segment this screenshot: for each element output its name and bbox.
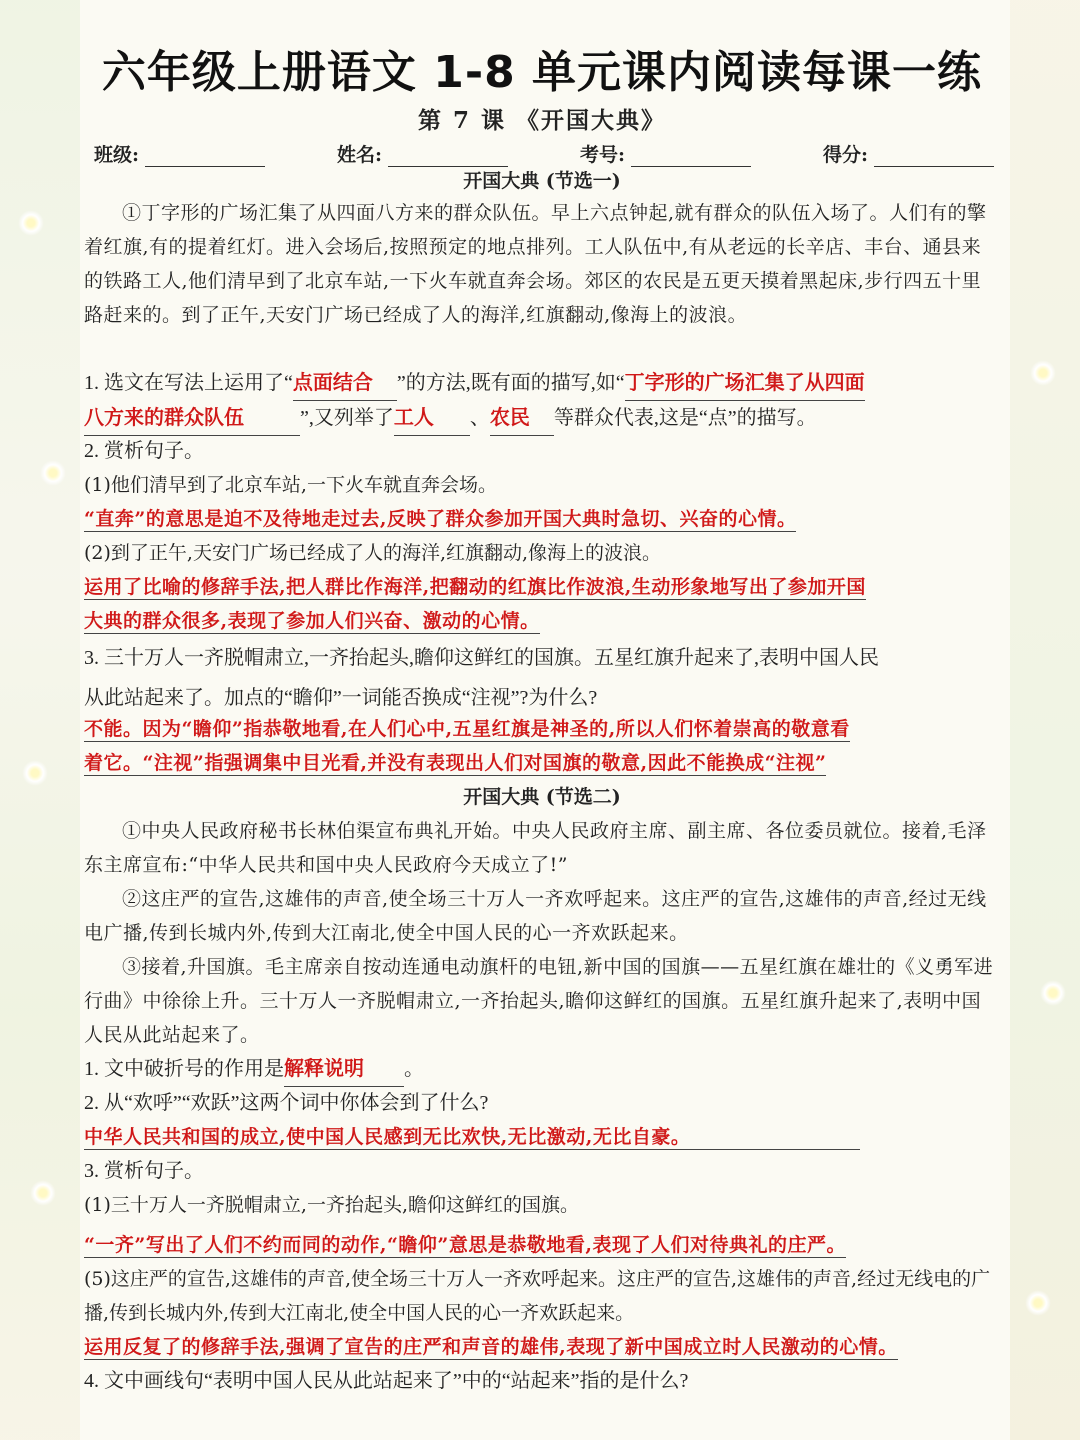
s2-q2-answer: [84, 1120, 1000, 1154]
score-label: 得分:: [822, 144, 868, 166]
q-text: 1. 文中破折号的作用是: [84, 1058, 284, 1080]
flower-icon: [1025, 1290, 1051, 1316]
section2-title: 开国大典 (节选二): [463, 786, 621, 808]
name-field: [337, 140, 508, 167]
student-info-row: [94, 140, 994, 167]
q3-text: 3. 三十万人一齐脱帽肃立,一齐抬起头,瞻仰这鲜红的国旗。五星红旗升起来了,表明中国人民: [84, 647, 879, 669]
section2-para3: ③接着,升国旗。毛主席亲自按动连通电动旗杆的电钮,新中国的国旗——五星红旗在雄壮的《义勇军进行曲》中徐徐上升。三十万人一齐脱帽肃立,一齐抬起头,瞻仰这鲜红的国旗。五星红旗升起来了,表明中国人民从此站起来了。: [84, 956, 994, 1046]
answer-text: 着它。“注视”指强调集中目光看,并没有表现出人们对国旗的敬意,因此不能换成“注视”: [84, 752, 827, 774]
s2-question4: 4. 文中画线句“表明中国人民从此站起来了”中的“站起来”指的是什么?: [84, 1370, 689, 1392]
class-field: [94, 140, 265, 167]
q1-answer-farmer: 农民: [490, 401, 554, 436]
q1-text: 、: [469, 407, 490, 429]
s2-q3-answer5: [84, 1330, 1000, 1364]
q3-text: 从此站起来了。加点的“瞻仰”一词能否换成“注视”?为什么?: [84, 687, 598, 709]
answer-text: 运用了比喻的修辞手法,把人群比作海洋,把翻动的红旗比作波浪,生动形象地写出了参加开国: [84, 576, 866, 598]
answer-text: 大典的群众很多,表现了参加人们兴奋、激动的心情。: [84, 610, 540, 632]
flower-icon: [30, 1180, 56, 1206]
name-blank[interactable]: [388, 146, 508, 167]
q1-answer-face: 丁字形的广场汇集了从四面: [625, 366, 865, 401]
exam-blank[interactable]: [631, 146, 751, 167]
name-label: 姓名:: [336, 144, 382, 166]
lesson-title: 第 7 课 《开国大典》: [417, 107, 667, 134]
section1-title: 开国大典 (节选一): [463, 170, 621, 192]
exam-number-field: [580, 140, 751, 167]
s2-question2: 2. 从“欢呼”“欢跃”这两个词中你体会到了什么?: [84, 1092, 489, 1114]
s1-q2-answer1: [84, 502, 1000, 536]
q1-answer-face-cont: 八方来的群众队伍: [84, 401, 300, 436]
answer-text: 运用反复了的修辞手法,强调了宣告的庄严和声音的雄伟,表现了新中国成立时人民激动的心情。: [84, 1336, 898, 1358]
q1-text: ”,又列举了: [300, 407, 394, 429]
s1-q2-sentence1: (1)他们清早到了北京车站,一下火车就直奔会场。: [84, 474, 497, 496]
page-title: 六年级上册语文 1-8 单元课内阅读每课一练: [101, 47, 983, 98]
flower-icon: [18, 210, 44, 236]
q1-text: 等群众代表,这是“点”的描写。: [553, 407, 817, 429]
answer-text: “一齐”写出了人们不约而同的动作,“瞻仰”意思是恭敬地看,表现了人们对待典礼的庄严。: [84, 1234, 846, 1256]
flower-icon: [22, 760, 48, 786]
answer-text: “直奔”的意思是迫不及待地走过去,反映了群众参加开国大典时急切、兴奋的心情。: [84, 508, 797, 530]
flower-icon: [1040, 980, 1066, 1006]
q1-text: ”的方法,既有面的描写,如“: [396, 372, 625, 394]
section2-para2: ②这庄严的宣告,这雄伟的声音,使全场三十万人一齐欢呼起来。这庄严的宣告,这雄伟的声音,经过无线电广播,传到长城内外,传到大江南北,使全中国人民的心一齐欢跃起来。: [84, 888, 987, 944]
s1-question1: [84, 366, 1000, 436]
section1-passage: ①丁字形的广场汇集了从四面八方来的群众队伍。早上六点钟起,就有群众的队伍入场了。人们有的擎着红旗,有的提着红灯。进入会场后,按照预定的地点排列。工人队伍中,有从老远的长辛店、丰台、通县来的铁路工人,他们清早到了北京车站,一下火车就直奔会场。郊区的农民是五更天摸着黑起床,步行四五十里路赶来的。到了正午,天安门广场已经成了人的海洋,红旗翻动,像海上的波浪。: [84, 202, 987, 326]
q1-answer-method: 点面结合: [293, 366, 397, 401]
q1-text: 1. 选文在写法上运用了“: [84, 372, 293, 394]
s1-question2: 2. 赏析句子。: [84, 440, 204, 462]
exam-label: 考号:: [579, 144, 625, 166]
answer-text: 不能。因为“瞻仰”指恭敬地看,在人们心中,五星红旗是神圣的,所以人们怀着崇高的敬意看: [84, 718, 850, 740]
class-label: 班级:: [94, 144, 140, 166]
s2-q3-sentence1: (1)三十万人一齐脱帽肃立,一齐抬起头,瞻仰这鲜红的国旗。: [84, 1194, 579, 1216]
s2-question1: [84, 1052, 1000, 1087]
q-text: 。: [404, 1058, 424, 1080]
s1-q3-answer: [84, 712, 1000, 780]
s2-q3-answer1: [84, 1228, 1000, 1262]
right-floral-decoration: [1010, 0, 1080, 1440]
q1-answer-worker: 工人: [394, 401, 470, 436]
score-blank[interactable]: [874, 146, 994, 167]
s2-question3: 3. 赏析句子。: [84, 1160, 204, 1182]
s1-question3: [84, 638, 1000, 718]
s1-q2-sentence2: (2)到了正午,天安门广场已经成了人的海洋,红旗翻动,像海上的波浪。: [84, 542, 662, 564]
flower-icon: [40, 460, 66, 486]
class-blank[interactable]: [145, 146, 265, 167]
flower-icon: [1030, 360, 1056, 386]
answer-text: 中华人民共和国的成立,使中国人民感到无比欢快,无比激动,无比自豪。: [84, 1126, 860, 1150]
s2-q1-answer: 解释说明: [284, 1052, 404, 1087]
score-field: [823, 140, 994, 167]
s1-q2-answer2: [84, 570, 1000, 638]
section2-para1: ①中央人民政府秘书长林伯渠宣布典礼开始。中央人民政府主席、副主席、各位委员就位。接着,毛泽东主席宣布:“中华人民共和国中央人民政府今天成立了!”: [84, 820, 987, 876]
s2-q3-sentence5: (5)这庄严的宣告,这雄伟的声音,使全场三十万人一齐欢呼起来。这庄严的宣告,这雄伟的声音,经过无线电的广播,传到长城内外,传到大江南北,使全中国人民的心一齐欢跃起来。: [84, 1268, 991, 1324]
